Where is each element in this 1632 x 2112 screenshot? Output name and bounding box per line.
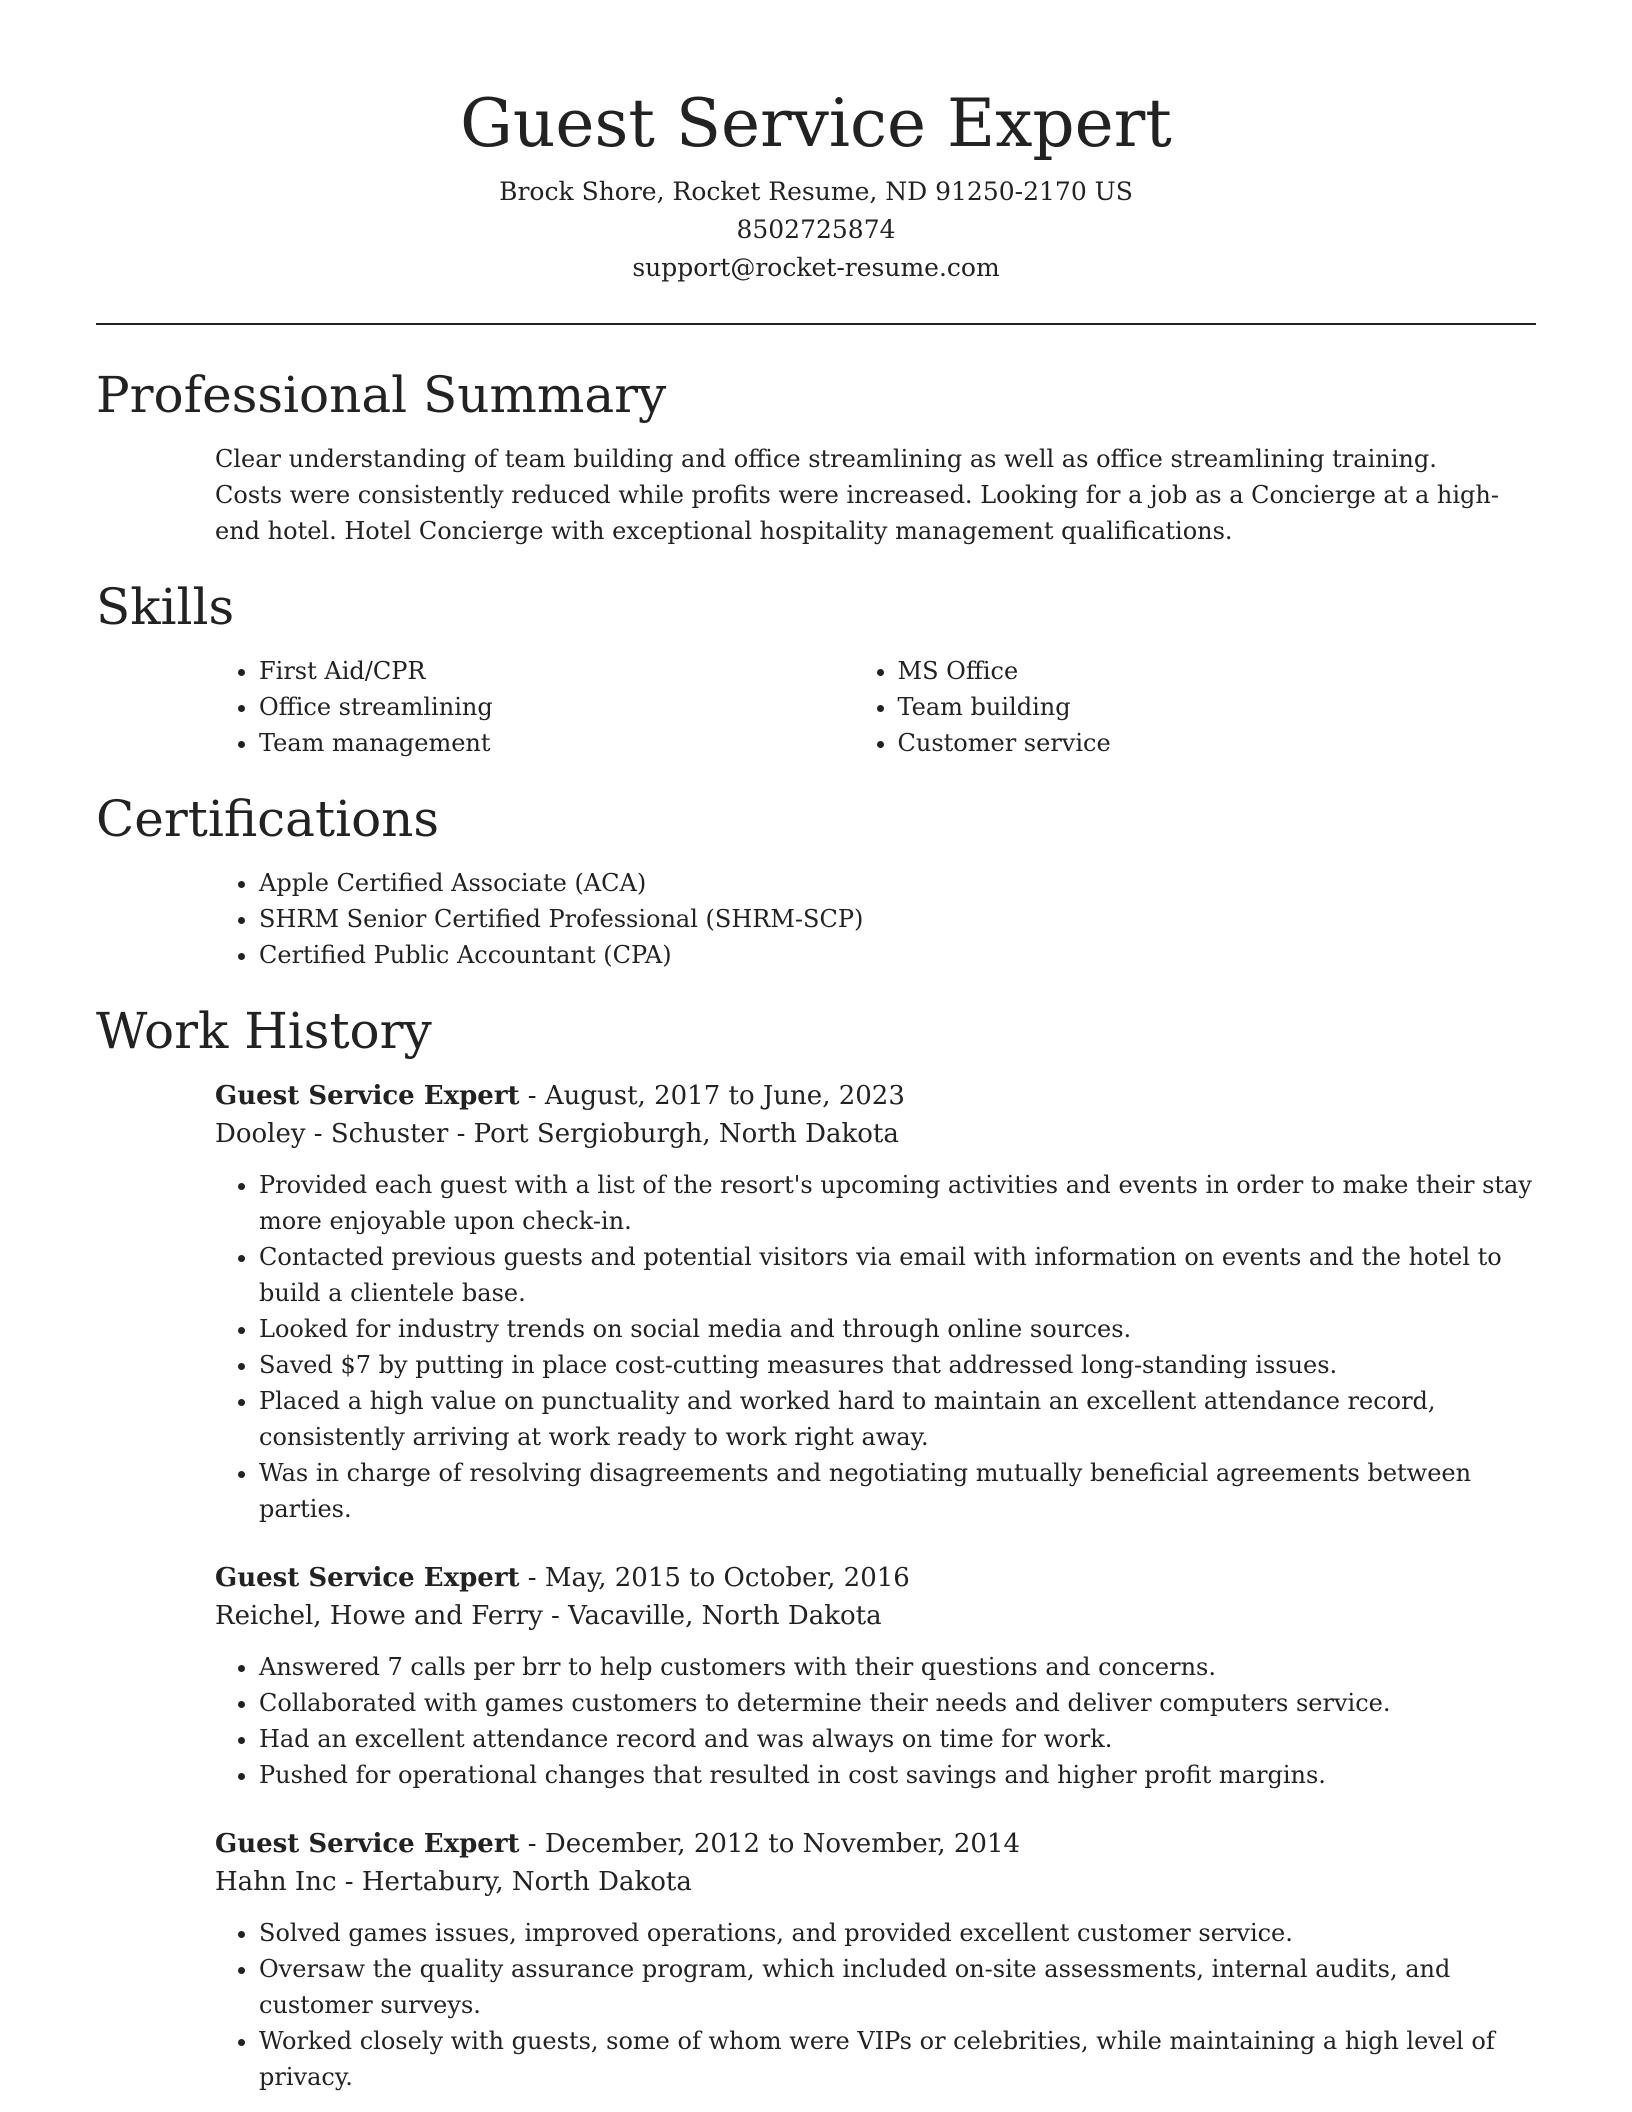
list-item: • Team management	[259, 725, 898, 761]
work-history-section	[96, 1001, 1536, 2095]
work-history-heading: Work History	[96, 1002, 432, 1061]
list-item: • Placed a high value on punctuality and worked hard to maintain an excellent attendance record, consistently arriving at work ready to work right away.	[259, 1383, 1536, 1455]
summary-heading: Professional Summary	[96, 366, 667, 425]
skills-columns	[259, 653, 1536, 761]
list-item: • Apple Certified Associate (ACA)	[259, 865, 1536, 901]
list-item: • Solved games issues, improved operations, and provided excellent customer service.	[259, 1915, 1536, 1951]
job-entry	[215, 1559, 1536, 1793]
contact-address: Brock Shore, Rocket Resume, ND 91250-2170 US	[499, 177, 1133, 207]
list-item: • Team building	[898, 689, 1537, 725]
resume-page	[96, 0, 1536, 2095]
job-company: Dooley - Schuster	[215, 1119, 449, 1150]
list-item: • SHRM Senior Certified Professional (SHRM-SCP)	[259, 901, 1536, 937]
job-entry	[215, 1077, 1536, 1527]
job-location: Port Sergioburgh, North Dakota	[473, 1119, 899, 1150]
job-company: Reichel, Howe and Ferry	[215, 1601, 543, 1632]
job-company-line: Dooley - Schuster - Port Sergioburgh, North Dakota	[215, 1119, 899, 1150]
contact-phone: 8502725874	[736, 215, 896, 245]
list-item: • First Aid/CPR	[259, 653, 898, 689]
job-dates: May, 2015 to October, 2016	[544, 1563, 910, 1594]
contact-email: support@rocket-resume.com	[632, 253, 1000, 283]
list-item: • Saved $7 by putting in place cost-cutting measures that addressed long-standing issues.	[259, 1347, 1536, 1383]
job-title-line: Guest Service Expert - May, 2015 to October, 2016	[215, 1563, 910, 1594]
job-company: Hahn Inc	[215, 1867, 337, 1898]
summary-section	[96, 365, 1536, 549]
list-item: • Answered 7 calls per brr to help customers with their questions and concerns.	[259, 1649, 1536, 1685]
job-title: Guest Service Expert	[215, 1563, 520, 1594]
header-divider	[96, 323, 1536, 325]
job-company-line: Reichel, Howe and Ferry - Vacaville, North Dakota	[215, 1601, 882, 1632]
job-title: Guest Service Expert	[215, 1829, 520, 1860]
list-item: • Collaborated with games customers to determine their needs and deliver computers service.	[259, 1685, 1536, 1721]
skills-section	[96, 577, 1536, 761]
list-item: • MS Office	[898, 653, 1537, 689]
job-company-line: Hahn Inc - Hertabury, North Dakota	[215, 1867, 692, 1898]
job-title: Guest Service Expert	[215, 1081, 520, 1112]
job-dates: December, 2012 to November, 2014	[544, 1829, 1021, 1860]
certifications-heading: Certifications	[96, 790, 440, 849]
skills-list-right	[898, 653, 1537, 761]
skills-list-left	[259, 653, 898, 761]
job-location: Hertabury, North Dakota	[361, 1867, 692, 1898]
list-item: • Looked for industry trends on social media and through online sources.	[259, 1311, 1536, 1347]
list-item: • Customer service	[898, 725, 1537, 761]
list-item: • Office streamlining	[259, 689, 898, 725]
list-item: • Oversaw the quality assurance program, which included on-site assessments, internal audits, and customer surveys.	[259, 1951, 1536, 2023]
job-bullets	[215, 1915, 1536, 2095]
list-item: • Pushed for operational changes that resulted in cost savings and higher profit margins.	[259, 1757, 1536, 1793]
list-item: • Certified Public Accountant (CPA)	[259, 937, 1536, 973]
job-location: Vacaville, North Dakota	[568, 1601, 882, 1632]
candidate-name: Guest Service Expert	[460, 85, 1172, 162]
job-bullets	[215, 1167, 1536, 1527]
list-item: • Was in charge of resolving disagreements and negotiating mutually beneficial agreements between parties.	[259, 1455, 1536, 1527]
contact-block	[96, 173, 1536, 287]
job-entry	[215, 1825, 1536, 2095]
job-title-line: Guest Service Expert - December, 2012 to November, 2014	[215, 1829, 1021, 1860]
job-title-line: Guest Service Expert - August, 2017 to June, 2023	[215, 1081, 905, 1112]
list-item: • Worked closely with guests, some of whom were VIPs or celebrities, while maintaining a high level of privacy.	[259, 2023, 1536, 2095]
job-bullets	[215, 1649, 1536, 1793]
list-item: • Provided each guest with a list of the resort's upcoming activities and events in order to make their stay more enjoyable upon check-in.	[259, 1167, 1536, 1239]
skills-heading: Skills	[96, 578, 235, 637]
certifications-list	[215, 865, 1536, 973]
list-item: • Had an excellent attendance record and was always on time for work.	[259, 1721, 1536, 1757]
certifications-section	[96, 789, 1536, 973]
summary-text: Clear understanding of team building and office streamlining as well as office streamlining training. Costs were consistently reduced while profits were increased. Looking for a job as a Concierge at a high-end hotel. Hotel Concierge with exceptional hospitality management qualifications.	[215, 445, 1499, 546]
job-dates: August, 2017 to June, 2023	[544, 1081, 905, 1112]
resume-header	[96, 0, 1536, 287]
list-item: • Contacted previous guests and potential visitors via email with information on events and the hotel to build a clientele base.	[259, 1239, 1536, 1311]
